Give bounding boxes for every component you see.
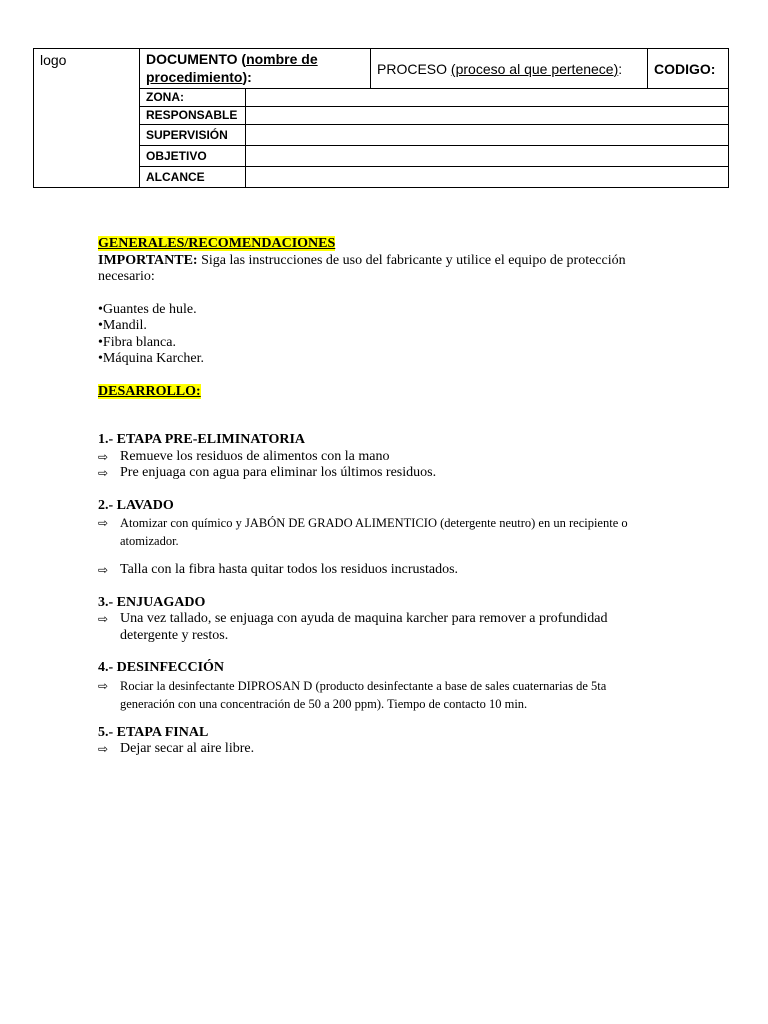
documento-hint: nombre de procedimiento (146, 51, 318, 85)
right-arrow-outline-icon: ⇨ (98, 466, 109, 480)
list-item (98, 514, 658, 550)
important-label: IMPORTANTE: (98, 252, 198, 268)
step-text: Remueve los residuos de alimentos con la mano (120, 448, 390, 464)
step-list (98, 677, 658, 713)
header-table (33, 48, 729, 188)
list-item (98, 677, 658, 713)
objetivo-value (246, 146, 729, 167)
list-item (98, 449, 658, 466)
documento-label: DOCUMENTO ( (146, 51, 247, 67)
right-arrow-outline-icon: ⇨ (98, 449, 109, 464)
supervision-value (246, 125, 729, 146)
zona-value (246, 89, 729, 107)
alcance-label: ALCANCE (140, 167, 246, 188)
responsable-value (246, 107, 729, 125)
codigo-cell (648, 49, 729, 89)
proceso-cell (371, 49, 648, 89)
step-list (98, 741, 658, 758)
step-list (98, 562, 658, 579)
right-arrow-outline-icon: ⇨ (98, 516, 109, 530)
step-title: 4.- DESINFECCIÓN (98, 660, 225, 675)
proceso-hint: (proceso al que pertenece) (450, 60, 619, 77)
logo-placeholder: logo (40, 52, 67, 68)
step-text: Rociar la desinfectante DIPROSAN D (producto desinfectante a base de sales cuaternarias de 5ta generación con una concentración de 50 a 200 ppm). Tiempo de contacto 10 min. (120, 678, 607, 711)
step-title: 3.- ENJUAGADO (98, 594, 206, 610)
zona-label: ZONA: (140, 89, 246, 107)
step-text: Una vez tallado, se enjuaga con ayuda de maquina karcher para remover a profundidad detergente y restos. (120, 611, 608, 643)
right-arrow-outline-icon: ⇨ (98, 612, 109, 626)
logo-cell (34, 49, 140, 188)
list-item (98, 562, 658, 579)
equipment-item: •Máquina Karcher. (98, 351, 204, 366)
desarrollo-heading: DESARROLLO: (98, 383, 201, 399)
step-list (98, 611, 658, 644)
objetivo-label: OBJETIVO (140, 146, 246, 167)
equipment-item: •Guantes de hule. (98, 301, 197, 317)
important-note (98, 253, 658, 286)
alcance-value (246, 167, 729, 188)
proceso-suffix: : (618, 60, 623, 77)
equipment-item: •Fibra blanca. (98, 334, 176, 350)
equipment-item: •Mandil. (98, 318, 147, 333)
right-arrow-outline-icon: ⇨ (98, 678, 109, 693)
generales-heading: GENERALES/RECOMENDACIONES (98, 236, 336, 251)
document-body (98, 236, 658, 758)
step-list (98, 514, 658, 550)
documento-suffix: ): (242, 69, 252, 85)
supervision-label: SUPERVISIÓN (140, 125, 246, 146)
step-title: 1.- ETAPA PRE-ELIMINATORIA (98, 432, 306, 447)
codigo-label: CODIGO: (654, 60, 716, 77)
step-text: Talla con la fibra hasta quitar todos los residuos incrustados. (120, 562, 459, 577)
list-item (98, 465, 658, 482)
step-list (98, 449, 658, 482)
list-item (98, 741, 658, 758)
step-text: Dejar secar al aire libre. (120, 741, 255, 756)
right-arrow-outline-icon: ⇨ (98, 563, 109, 577)
step-text: Pre enjuaga con agua para eliminar los últimos residuos. (120, 465, 437, 480)
responsable-label: RESPONSABLE (140, 107, 246, 125)
right-arrow-outline-icon: ⇨ (98, 742, 109, 756)
important-text: Siga las instrucciones de uso del fabricante y utilice el equipo de protección necesario: (98, 252, 626, 284)
step-title: 5.- ETAPA FINAL (98, 724, 209, 740)
list-item (98, 611, 658, 644)
documento-cell (140, 49, 371, 89)
step-text: Atomizar con químico y JABÓN DE GRADO ALIMENTICIO (detergente neutro) en un recipiente o atomizador. (120, 516, 628, 548)
proceso-label: PROCESO (377, 60, 451, 77)
step-title: 2.- LAVADO (98, 497, 174, 513)
